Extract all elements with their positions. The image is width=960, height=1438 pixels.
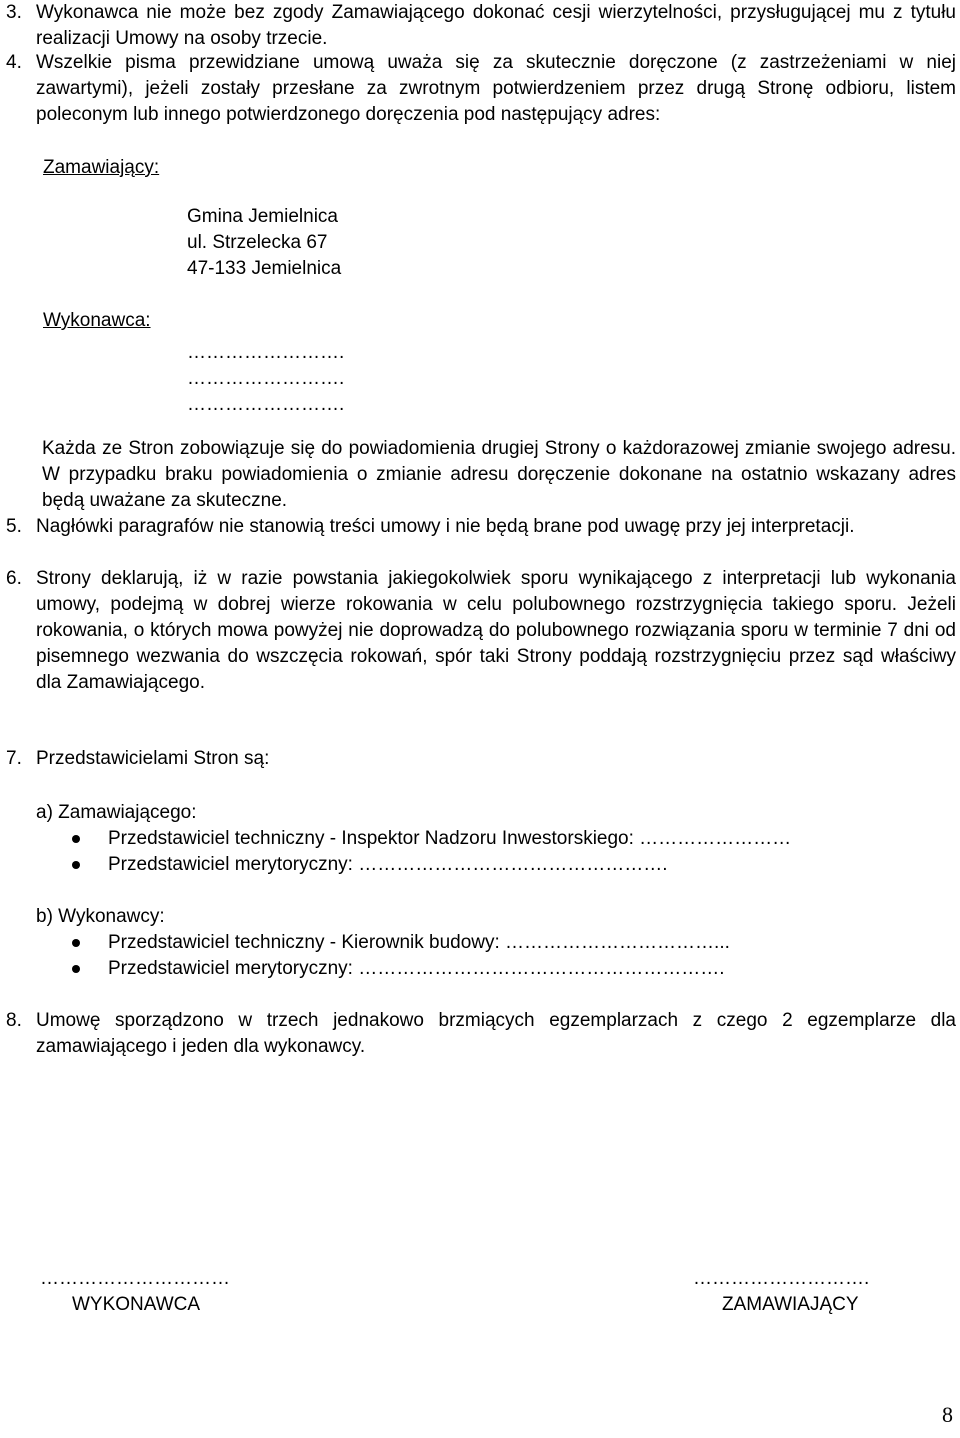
zamawiajacy-label: Zamawiający: — [43, 157, 160, 178]
clause-number: 4. — [6, 52, 22, 73]
clause-5 — [6, 514, 956, 540]
zamawiajacy-address-line: ul. Strzelecka 67 — [187, 232, 328, 253]
signature-label-zamawiajacy: ZAMAWIAJĄCY — [722, 1294, 859, 1315]
bullet-icon — [72, 939, 80, 947]
clause-text: Umowę sporządzono w trzech jednakowo brzmiących egzemplarzach z czego 2 egzemplarze dla zamawiającego i jeden dla wykonawcy. — [36, 1010, 956, 1057]
clause-4-continuation: Każda ze Stron zobowiązuje się do powiadomienia drugiej Strony o każdorazowej zmianie swojego adresu. W przypadku braku powiadomienia o zmianie adresu doręczenie dokonane na ostatnio wskazany adres będą uważane za skuteczne. — [42, 438, 956, 511]
bullet-icon — [72, 965, 80, 973]
clause-3 — [6, 0, 956, 52]
representatives-a-label: a) Zamawiającego: — [36, 802, 197, 823]
clause-text: Wszelkie pisma przewidziane umową uważa się za skutecznie doręczone (z zastrzeżeniami w niej zawartymi), jeżeli zostały przesłane za zwrotnym potwierdzeniem przez drugą Stronę odbioru, listem poleconym lub innego potwierdzonego doręczenia pod następujący adres: — [36, 52, 956, 125]
wykonawca-address-line: ……………………. — [187, 342, 345, 363]
signature-line-left: ………………………… — [40, 1268, 230, 1289]
wykonawca-address-line: ……………………. — [187, 368, 345, 389]
clause-text: Nagłówki paragrafów nie stanowią treści umowy i nie będą brane pod uwagę przy jej interpretacji. — [36, 516, 855, 537]
bullet-icon — [72, 835, 80, 843]
signature-label-wykonawca: WYKONAWCA — [72, 1294, 201, 1315]
clause-7 — [6, 746, 956, 772]
clause-number: 7. — [6, 748, 22, 769]
clause-text: Przedstawicielami Stron są: — [36, 748, 270, 769]
page-number: 8 — [942, 1402, 953, 1427]
clause-text: Strony deklarują, iż w razie powstania jakiegokolwiek sporu wynikającego z interpretacji lub wykonania umowy, podejmą w dobrej wierze rokowania w celu polubownego rozstrzygnięcia takiego sporu. Jeżeli rokowania, o których mowa powyżej nie doprowadzą do polubownego rozwiązania sporu w terminie 7 dni od pisemnego wezwania do wszczęcia rokowań, spór taki Strony poddają rozstrzygnięciu przez sąd właściwy dla Zamawiającego. — [36, 568, 956, 693]
bullet-icon — [72, 861, 80, 869]
zamawiajacy-address-line: 47-133 Jemielnica — [187, 258, 342, 279]
zamawiajacy-address-line: Gmina Jemielnica — [187, 206, 338, 227]
clause-6 — [6, 566, 956, 696]
signature-line-right: ………………………. — [693, 1268, 870, 1289]
clause-text: Wykonawca nie może bez zgody Zamawiającego dokonać cesji wierzytelności, przysługującej mu z tytułu realizacji Umowy na osoby trzecie. — [36, 2, 956, 49]
wykonawca-label: Wykonawca: — [43, 310, 151, 331]
clause-8 — [6, 1008, 956, 1060]
clause-number: 8. — [6, 1010, 22, 1031]
representatives-b-label: b) Wykonawcy: — [36, 906, 165, 927]
clause-number: 5. — [6, 516, 22, 537]
clause-number: 3. — [6, 2, 22, 23]
clause-number: 6. — [6, 568, 22, 589]
clause-4 — [6, 50, 956, 128]
wykonawca-address-line: ……………………. — [187, 394, 345, 415]
document-page: 3. Wykonawca nie może bez zgody Zamawiającego dokonać cesji wierzytelności, przysługującej mu z tytułu realizacji Umowy na osoby trzecie. 4. Wszelkie pisma przewidziane umową uważa się za skutecznie doręczone (z zastrzeżeniami w niej zawartymi), jeżeli zostały przesłane za zwrotnym potwierdzeniem przez drugą Stronę odbioru, listem poleconym lub innego potwierdzonego doręczenia pod następujący adres: Zamawiający: Gmina Jemielnica ul. Strzelecka 67 47-133 Jemielnica Wykonawca: ……………………. ……………………. ……………………. Każda ze Stron zobowiązuje się do powiadomienia drugiej Strony o każdorazowej zmianie swojego adresu. W przypadku braku powiadomienia o zmianie adresu doręczenie dokonane na ostatnio wskazany adres będą uważane za skuteczne. 5. Nagłówki paragrafów nie stanowią treści umowy i nie będą brane pod uwagę przy jej interpretacji. 6. Strony deklarują, iż w razie powstania jakiegokolwiek sporu wynikającego z interpretacji lub wykonania umowy, podejmą w dobrej wierze rokowania w celu polubownego rozstrzygnięcia takiego sporu. Jeżeli rokowania, o których mowa powyżej nie doprowadzą do polubownego rozwiązania sporu w terminie 7 dni od pisemnego wezwania do wszczęcia rokowań, spór taki Strony poddają rozstrzygnięciu przez sąd właściwy dla Zamawiającego. 7. Przedstawicielami Stron są: a) Zamawiającego: Przedstawiciel techniczny - Inspektor Nadzoru Inwestorskiego: …………………… Przedstawiciel merytoryczny: …………………………………………. b) Wykonawcy: Przedstawiciel techniczny - Kierownik budowy: ……………………………... Przedstawiciel merytoryczny: …………………………………………………. 8. Umowę sporządzono w trzech jednakowo brzmiących egzemplarzach z czego 2 egzemplarze dla zamawiającego i jeden dla wykonawcy. ………………………… WYKONAWCA ………………………. ZAMAWIAJĄCY 8 — [6, 2, 956, 1427]
